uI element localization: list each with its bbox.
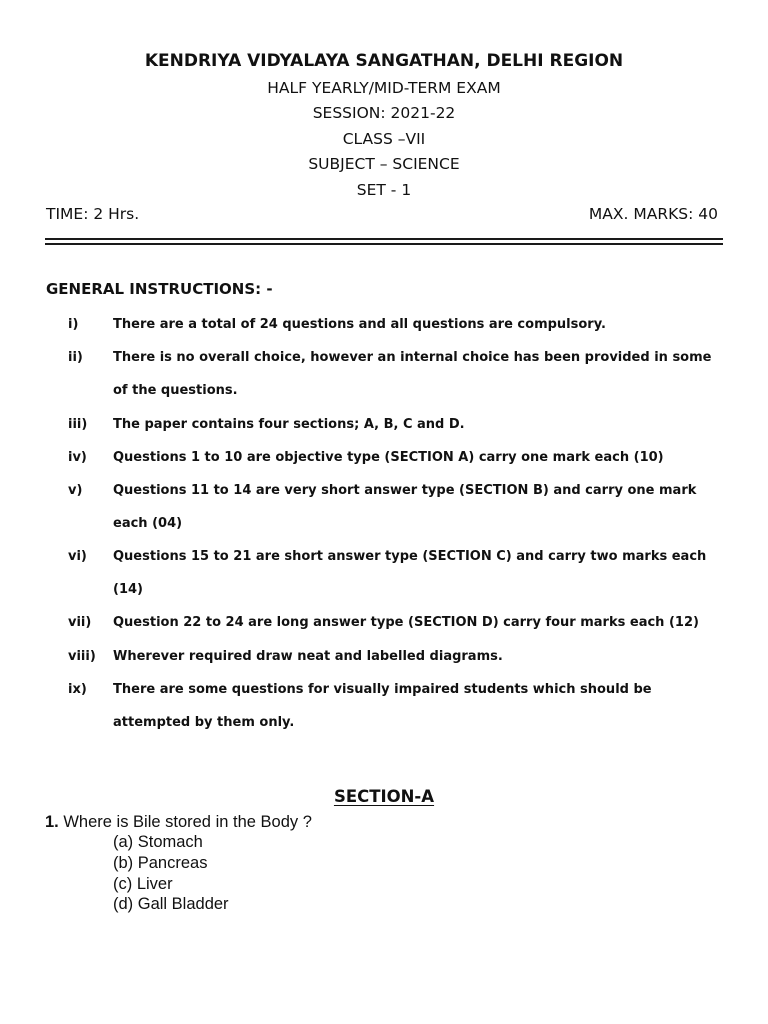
instruction-text: Wherever required draw neat and labelled diagrams.	[113, 649, 503, 664]
instruction-number: iv)	[68, 450, 87, 465]
instruction-text: The paper contains four sections; A, B, C and D.	[113, 417, 465, 432]
section-a-title-text: SECTION-A	[333, 787, 435, 806]
instruction-text: of the questions.	[113, 383, 238, 398]
instruction-text: There is no overall choice, however an internal choice has been provided in some	[113, 350, 712, 365]
instruction-text: Question 22 to 24 are long answer type (SECTION D) carry four marks each (12)	[113, 615, 699, 630]
class-label: CLASS –VII	[342, 130, 426, 148]
instruction-number: ix)	[68, 682, 87, 697]
instruction-text: Questions 11 to 14 are very short answer type (SECTION B) and carry one mark	[113, 483, 697, 498]
instruction-text: each (04)	[113, 516, 183, 531]
exam-name: HALF YEARLY/MID-TERM EXAM	[267, 79, 501, 97]
instruction-text: There are a total of 24 questions and all questions are compulsory.	[113, 317, 606, 332]
question-1-option-c: (c) Liver	[113, 875, 173, 893]
instruction-number: vii)	[68, 615, 92, 630]
question-1-option-d: (d) Gall Bladder	[113, 895, 229, 913]
instructions-heading: GENERAL INSTRUCTIONS: -	[46, 280, 273, 298]
instruction-number: viii)	[68, 649, 96, 664]
question-1	[45, 812, 312, 832]
instruction-text: Questions 1 to 10 are objective type (SECTION A) carry one mark each (10)	[113, 450, 664, 465]
instruction-text: attempted by them only.	[113, 715, 295, 730]
instruction-number: v)	[68, 483, 83, 498]
instruction-text: Questions 15 to 21 are short answer type (SECTION C) and carry two marks each	[113, 549, 707, 564]
set-label: SET - 1	[356, 181, 412, 199]
question-1-option-a: (a) Stomach	[113, 833, 203, 851]
school-title: KENDRIYA VIDYALAYA SANGATHAN, DELHI REGION	[144, 51, 624, 71]
instruction-number: i)	[68, 317, 79, 332]
header-rule-bottom	[45, 243, 723, 245]
question-1-option-b: (b) Pancreas	[113, 854, 208, 872]
instruction-text: There are some questions for visually impaired students which should be	[113, 682, 652, 697]
instruction-number: iii)	[68, 417, 88, 432]
question-number: 1.	[45, 813, 59, 831]
instruction-text: (14)	[113, 582, 143, 597]
max-marks-label: MAX. MARKS: 40	[588, 205, 718, 223]
instruction-number: ii)	[68, 350, 83, 365]
session-label: SESSION: 2021-22	[312, 104, 456, 122]
section-a-title	[0, 786, 768, 808]
time-label: TIME: 2 Hrs.	[46, 205, 140, 223]
subject-label: SUBJECT – SCIENCE	[308, 155, 460, 173]
instruction-number: vi)	[68, 549, 87, 564]
header-rule-top	[45, 238, 723, 240]
question-text: Where is Bile stored in the Body ?	[58, 813, 312, 831]
